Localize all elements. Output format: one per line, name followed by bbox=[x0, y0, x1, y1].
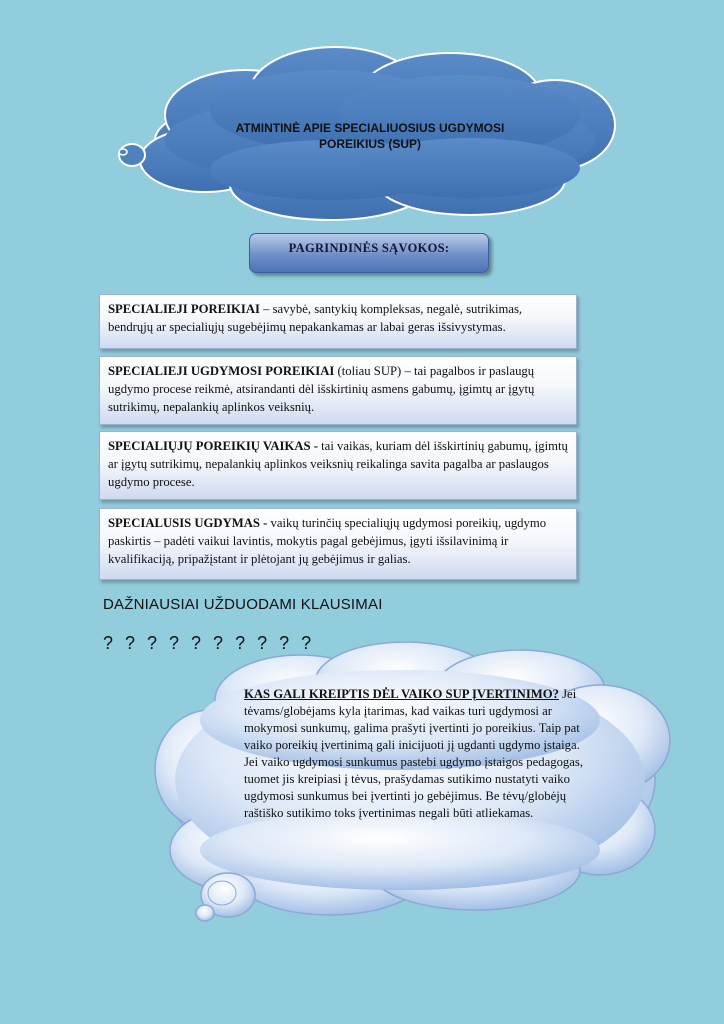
faq-question: KAS GALI KREIPTIS DĖL VAIKO SUP ĮVERTINIMO? bbox=[244, 687, 559, 701]
faq-answer: Jei tėvams/globėjams kyla įtarimas, kad vaikas turi ugdymosi ar mokymosi sunkumų, galima prašyti įvertinti jo poreikius. Taip pat vaiko poreikių įvertinimą gali inicijuoti jį ugdanti ugdymo įstaiga. Jei vaiko ugdymosi sunkumus pastebi ugdymo įstaigos pedagogas, tuomet jis kreipiasi į tėvus, prašydamas sutikimo nustatyti vaiko ugdymosi sunkumus bei įvertinti jo gebėjimus. Be tėvų/globėjų raštiško sutikimo toks įvertinimas negali būti atliekamas. bbox=[244, 687, 584, 820]
concepts-heading: PAGRINDINĖS SĄVOKOS: bbox=[249, 233, 489, 273]
definition-term-4: SPECIALUSIS UGDYMAS - bbox=[108, 516, 268, 530]
definition-box-4 bbox=[99, 508, 577, 580]
title-line-2: POREIKIUS (SUP) bbox=[318, 137, 421, 151]
definition-box-2 bbox=[99, 356, 577, 425]
definition-text-2: (toliau SUP) – tai pagalbos ir paslaugų ugdymo procese reikmė, atsirandanti dėl išskirtinių asmens gabumų, įgimtų ar įgytų sutrikimų, nepalankių aplinkos veiksnių. bbox=[108, 364, 535, 414]
definition-term-2: SPECIALIEJI UGDYMOSI POREIKIAI bbox=[108, 364, 335, 378]
definition-text-4: vaikų turinčių specialiųjų ugdymosi poreikių, ugdymo paskirtis – padėti vaikui lavintis, mokytis pagal gebėjimus, įgyti išsilavinimą ir kvalifikaciją, pripažįstant ir plėtojant jų gebėjimus ir galias. bbox=[108, 516, 547, 566]
document-title bbox=[195, 120, 545, 152]
title-line-1: ATMINTINĖ APIE SPECIALIUOSIUS UGDYMOSI bbox=[235, 121, 505, 135]
definition-term-1: SPECIALIEJI POREIKIAI bbox=[108, 302, 260, 316]
question-marks: ? ? ? ? ? ? ? ? ? ? bbox=[103, 633, 312, 653]
definition-text-3: tai vaikas, kuriam dėl išskirtinių gabumų, įgimtų ar įgytų sutrikimų, nepalankių aplinkos veiksnių reikalinga savita pagalba ar paslaugos ugdymo procese. bbox=[108, 439, 568, 489]
definition-text-1: – savybė, santykių kompleksas, negalė, sutrikimas, bendrųjų ar specialiųjų sugebėjimų nepakankamas ar labai geras išsivystymas. bbox=[108, 302, 523, 334]
faq-answer-block bbox=[244, 686, 594, 822]
definition-term-3: SPECIALIŲJŲ POREIKIŲ VAIKAS - bbox=[108, 439, 318, 453]
faq-title: DAŽNIAUSIAI UŽDUODAMI KLAUSIMAI bbox=[103, 596, 383, 613]
definition-box-1 bbox=[99, 294, 577, 349]
definition-box-3 bbox=[99, 431, 577, 500]
